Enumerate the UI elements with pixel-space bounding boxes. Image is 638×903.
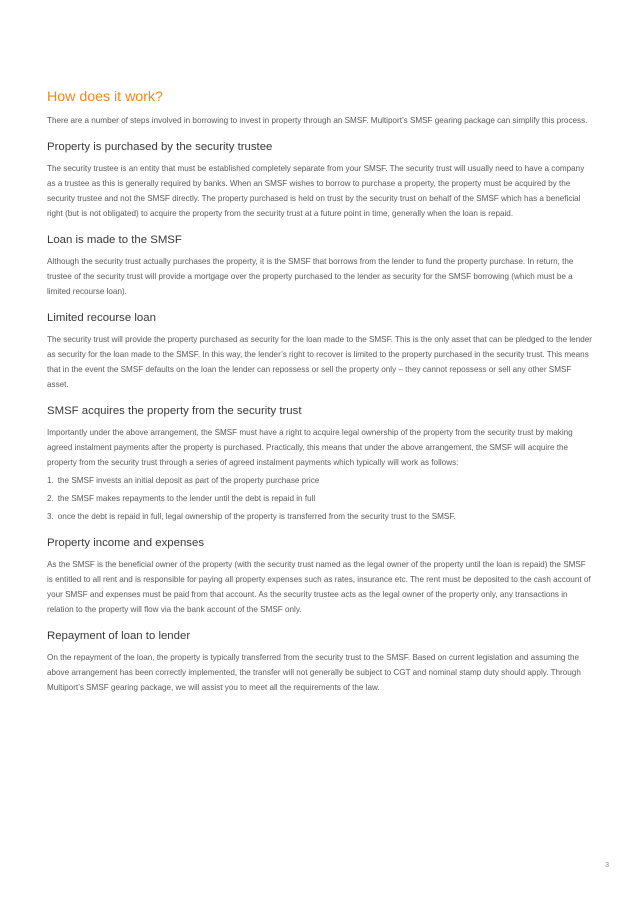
document-page [47,88,592,695]
steps-list [47,473,592,524]
section-body: The security trustee is an entity that must be established completely separate from your SMSF. The security trust will usually need to have a company as a trustee as this is generally required by banks. When an SMSF wishes to borrow to purchase a property, the property must be acquired by the security trustee and not the SMSF directly. The property purchased is held on trust by the security trust on behalf of the SMSF which has a beneficial right (but is not obligated) to acquire the property from the security trust at a future point in time, generally when the loan is repaid. [47,164,585,218]
intro-paragraph: There are a number of steps involved in borrowing to invest in property through an SMSF. Multiport’s SMSF gearing package can simplify this process. [47,116,588,125]
section-heading: Property income and expenses [47,537,205,549]
section-repayment [47,629,592,695]
page-title: How does it work? [47,89,163,105]
section-body: Importantly under the above arrangement, the SMSF must have a right to acquire legal ownership of the property from the security trust by making agreed instalment payments after the property is purchased. Practically, this means that under the above arrangement, the SMSF will acquire the property from the security trust through a series of agreed instalment payments which typically will work as follows: [47,428,573,467]
section-body: As the SMSF is the beneficial owner of the property (with the security trust named as the legal owner of the property until the loan is repaid) the SMSF is entitled to all rent and is responsible for paying all property expenses such as rates, insurance etc. The rent must be deposited to the cash account of your SMSF and expenses must be paid from that account. As the security trustee acts as the legal owner of the property only, any transactions in relation to the property will flow via the bank account of the SMSF only. [47,560,591,614]
section-heading: SMSF acquires the property from the security trust [47,405,302,417]
section-heading: Limited recourse loan [47,312,156,324]
section-body: The security trust will provide the property purchased as security for the loan made to the SMSF. This is the only asset that can be pledged to the lender as security for the loan made to the SMSF. In this way, the lender’s right to recover is limited to the property purchased in the security trust. This means that in the event the SMSF defaults on the loan the lender can repossess or sell the property only – they cannot repossess or sell any other SMSF asset. [47,335,592,389]
section-smsf-acquires [47,404,592,524]
section-body: Although the security trust actually purchases the property, it is the SMSF that borrows from the lender to fund the property purchase. In return, the trustee of the security trust will provide a mortgage over the property purchased to the lender as security for the SMSF borrowing (which must be a limited recourse loan). [47,257,574,296]
section-heading: Property is purchased by the security trustee [47,141,273,153]
section-income-expenses [47,536,592,617]
list-item: 2. the SMSF makes repayments to the lender until the debt is repaid in full [47,494,316,503]
section-body: On the repayment of the loan, the property is typically transferred from the security trust to the SMSF. Based on current legislation and assuming the above arrangement has been correctly implemented, the transfer will not generally be subject to CGT and nominal stamp duty should apply. Through Multiport’s SMSF gearing package, we will assist you to meet all the requirements of the law. [47,653,581,692]
list-item: 3. once the debt is repaid in full, legal ownership of the property is transferred from the security trust to the SMSF. [47,512,456,521]
section-property-purchased [47,140,592,221]
list-item: 1. the SMSF invests an initial deposit as part of the property purchase price [47,476,320,485]
section-heading: Repayment of loan to lender [47,630,191,642]
section-limited-recourse [47,311,592,392]
section-heading: Loan is made to the SMSF [47,234,182,246]
page-number: 3 [605,862,609,869]
section-loan-made [47,233,592,299]
